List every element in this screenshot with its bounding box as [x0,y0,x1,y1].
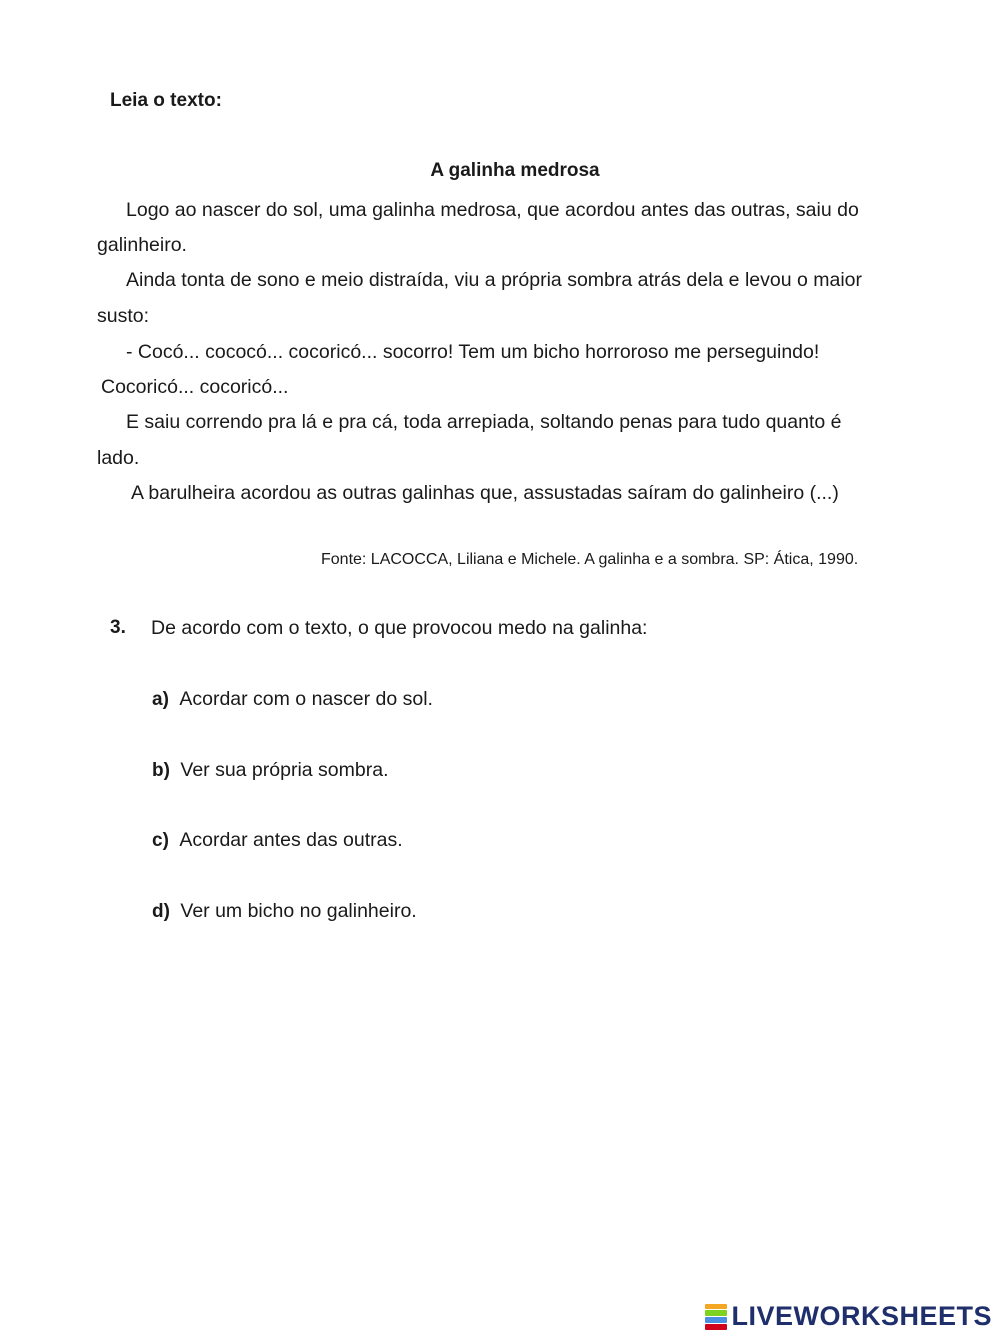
story-line: Cocoricó... cocoricó... [101,376,289,398]
question-text: De acordo com o texto, o que provocou medo na galinha: [151,617,648,639]
question-number: 3. [110,617,126,638]
option-letter: d) [152,901,170,922]
logo-mark-block [705,1324,727,1330]
option-text: Acordar com o nascer do sol. [179,688,433,710]
story-line: Ainda tonta de sono e meio distraída, viu a própria sombra atrás dela e levou o maior [126,269,863,291]
option-letter: c) [152,830,169,851]
logo-mark-block [705,1310,727,1316]
story-line: galinheiro. [97,234,187,256]
option-letter: a) [152,689,169,710]
option-a[interactable] [152,688,433,711]
logo-mark-block [705,1304,727,1310]
story-line: Logo ao nascer do sol, uma galinha medrosa, que acordou antes das outras, saiu do [126,199,859,221]
option-letter: b) [152,760,170,781]
story-line: E saiu correndo pra lá e pra cá, toda arrepiada, soltando penas para tudo quanto é [126,411,842,433]
story-line: susto: [97,305,150,327]
logo-mark-block [705,1317,727,1323]
story-title: A galinha medrosa [430,160,600,181]
story-line: A barulheira acordou as outras galinhas que, assustadas saíram do galinheiro (...) [131,482,839,504]
story-source: Fonte: LACOCCA, Liliana e Michele. A galinha e a sombra. SP: Ática, 1990. [321,551,859,568]
story-line: lado. [97,447,140,469]
instruction-heading: Leia o texto: [110,90,222,111]
logo-mark-icon [705,1304,727,1330]
option-text: Ver um bicho no galinheiro. [180,900,417,922]
logo-text: LIVEWORKSHEETS [731,1301,992,1331]
option-b[interactable] [152,759,389,782]
liveworksheets-logo [705,1301,992,1332]
story-line: - Cocó... cococó... cocoricó... socorro! Tem um bicho horroroso me perseguindo! [126,341,820,363]
option-text: Acordar antes das outras. [179,829,403,851]
option-d[interactable] [152,900,417,923]
option-c[interactable] [152,829,403,852]
option-text: Ver sua própria sombra. [180,759,389,781]
